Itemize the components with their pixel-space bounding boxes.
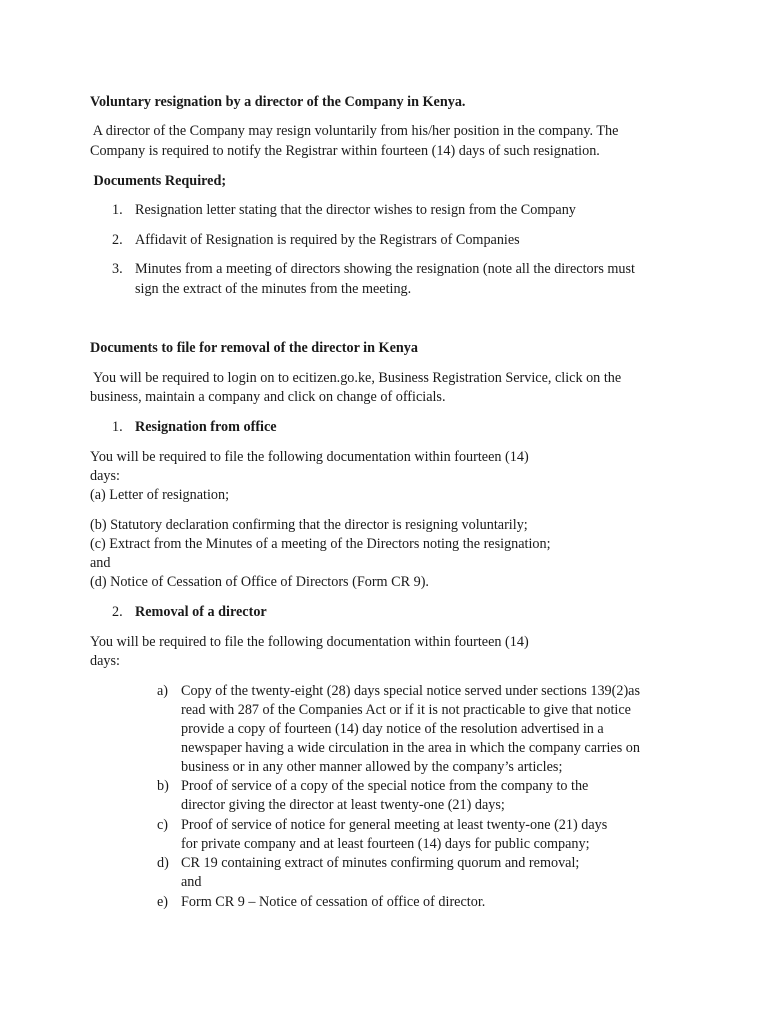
documents-required-heading: Documents Required; [90,173,227,189]
sub1-item-b: (b) Statutory declaration confirming that the director is resigning voluntarily; [90,517,528,533]
alpha-item-text: for private company and at least fourteen (14) days for public company; [181,836,590,852]
alpha-item-label: a) [157,683,169,699]
alpha-item-text: CR 19 containing extract of minutes confirming quorum and removal; [181,855,580,871]
alpha-item-label: c) [157,817,169,833]
sub1-item-c: (c) Extract from the Minutes of a meeting of the Directors noting the resignation; [90,536,551,552]
alpha-item-text: Copy of the twenty-eight (28) days special notice served under sections 139(2)as [181,683,640,699]
alpha-item-label: e) [157,894,169,910]
sub1-text-line2: days: [90,468,120,484]
alpha-item-text: Proof of service of notice for general meeting at least twenty-one (21) days [181,817,608,833]
alpha-item-text: provide a copy of fourteen (14) day notice of the resolution advertised in a [181,721,604,737]
subsection-title-resignation: Resignation from office [135,419,277,435]
doc-item-text: Affidavit of Resignation is required by the Registrars of Companies [135,232,520,248]
subsection-number: 2. [112,604,123,620]
alpha-item-text: and [181,874,202,890]
resignation-intro-line1: A director of the Company may resign voluntarily from his/her position in the company. The [90,123,619,139]
doc-item-text: Resignation letter stating that the director wishes to resign from the Company [135,202,576,218]
doc-item-text: Minutes from a meeting of directors showing the resignation (note all the directors must [135,261,635,277]
sub2-text-line2: days: [90,653,120,669]
alpha-item-label: d) [157,855,169,871]
alpha-item-label: b) [157,778,169,794]
alpha-item-text: read with 287 of the Companies Act or if it is not practicable to give that notice [181,702,631,718]
alpha-item-text: newspaper having a wide circulation in the area in which the company carries on [181,740,640,756]
doc-item-text-continued: sign the extract of the minutes from the meeting. [135,281,412,297]
sub2-text-line1: You will be required to file the following documentation within fourteen (14) [90,634,529,650]
alpha-item-text: Form CR 9 – Notice of cessation of office of director. [181,894,486,910]
sub1-item-a: (a) Letter of resignation; [90,487,230,503]
resignation-intro-line2: Company is required to notify the Registrar within fourteen (14) days of such resignation. [90,143,600,159]
doc-item-number: 1. [112,202,123,218]
section-heading-removal: Documents to file for removal of the director in Kenya [90,340,418,356]
removal-intro-line2: business, maintain a company and click on change of officials. [90,389,446,405]
sub1-item-c-and: and [90,555,111,571]
sub1-item-d: (d) Notice of Cessation of Office of Directors (Form CR 9). [90,574,429,590]
alpha-item-text: director giving the director at least twenty-one (21) days; [181,797,505,813]
doc-item-number: 3. [112,261,123,277]
removal-intro-line1: You will be required to login on to ecitizen.go.ke, Business Registration Service, click on the [90,370,622,386]
alpha-item-text: Proof of service of a copy of the special notice from the company to the [181,778,589,794]
subsection-title-removal: Removal of a director [135,604,267,620]
alpha-item-text: business or in any other manner allowed by the company’s articles; [181,759,563,775]
section-heading-resignation: Voluntary resignation by a director of the Company in Kenya. [90,94,466,110]
doc-item-number: 2. [112,232,123,248]
sub1-text-line1: You will be required to file the following documentation within fourteen (14) [90,449,529,465]
subsection-number: 1. [112,419,123,435]
